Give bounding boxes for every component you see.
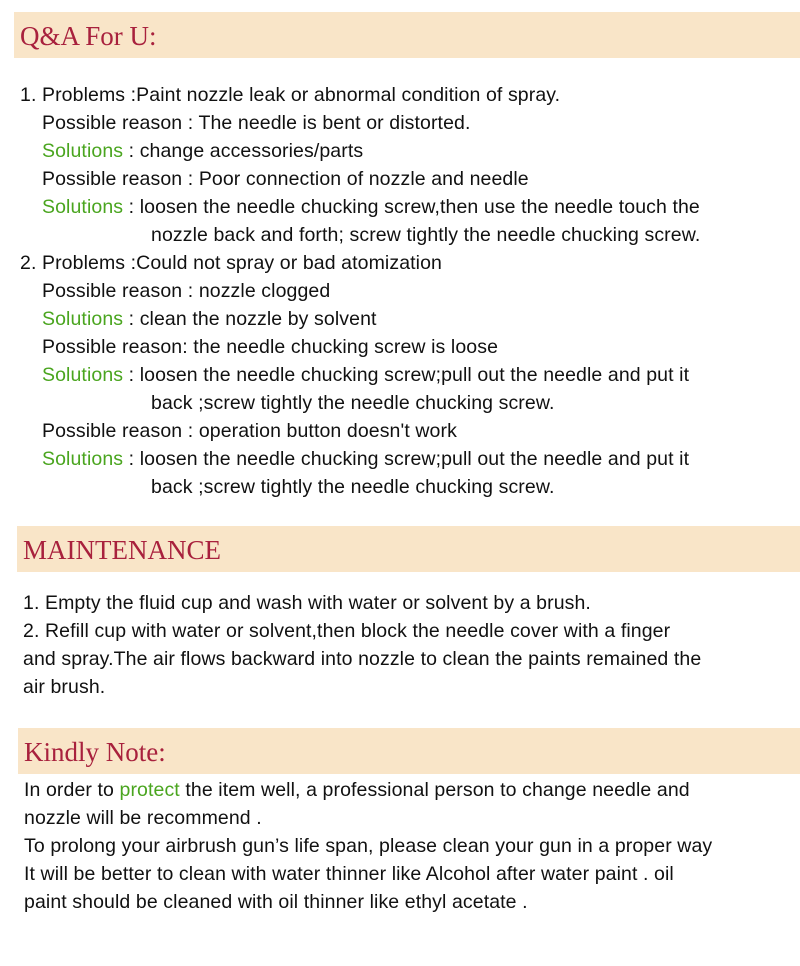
problem1-reason1: [42, 109, 470, 137]
note-line: paint should be cleaned with oil thinner like ethyl acetate .: [24, 891, 528, 913]
note-line: nozzle will be recommend .: [24, 807, 262, 829]
solutions-label: Solutions: [42, 196, 124, 218]
protect-highlight: protect: [119, 779, 180, 801]
solutions-sep: :: [123, 308, 140, 330]
solutions-label: Solutions: [42, 140, 124, 162]
possible-reason-label: Possible reason :: [42, 168, 199, 190]
note-line: It will be better to clean with water thinner like Alcohol after water paint . oil: [24, 863, 674, 885]
reason-text: The needle is bent or distorted.: [198, 112, 471, 134]
possible-reason-label: Possible reason :: [42, 280, 199, 302]
qa-heading: Q&A For U:: [14, 12, 800, 58]
maintenance-line: 1. Empty the fluid cup and wash with water or solvent by a brush.: [23, 592, 591, 614]
maintenance-line: and spray.The air flows backward into nozzle to clean the paints remained the: [23, 648, 702, 670]
problem2-solution3: [42, 445, 689, 473]
solutions-sep: :: [123, 364, 140, 386]
note-text: In order to: [24, 779, 120, 801]
possible-reason-label: Possible reason :: [42, 112, 199, 134]
problem2-solution2-cont: back ;screw tightly the needle chucking screw.: [151, 392, 555, 414]
solutions-sep: :: [123, 448, 140, 470]
note-line-protect: [24, 776, 690, 804]
solution-text: change accessories/parts: [139, 140, 364, 162]
reason-text: nozzle clogged: [198, 280, 331, 302]
problem2-title: 2. Problems :Could not spray or bad atomization: [20, 252, 442, 274]
problem1-title: 1. Problems :Paint nozzle leak or abnormal condition of spray.: [20, 84, 561, 106]
problem2-reason2: [42, 333, 498, 361]
solutions-sep: :: [123, 196, 140, 218]
solutions-label: Solutions: [42, 364, 124, 386]
note-line: To prolong your airbrush gun’s life span, please clean your gun in a proper way: [24, 835, 713, 857]
solution-text: loosen the needle chucking screw,then use the needle touch the: [139, 196, 700, 218]
problem2-reason1: [42, 277, 330, 305]
problem2-solution2: [42, 361, 689, 389]
problem1-solution1: [42, 137, 363, 165]
reason-text: Poor connection of nozzle and needle: [198, 168, 529, 190]
possible-reason-label: Possible reason:: [42, 336, 194, 358]
reason-text: the needle chucking screw is loose: [193, 336, 499, 358]
maintenance-line: air brush.: [23, 676, 106, 698]
solutions-label: Solutions: [42, 448, 124, 470]
note-heading: Kindly Note:: [18, 728, 800, 774]
maintenance-heading: MAINTENANCE: [17, 526, 800, 572]
problem1-solution2: [42, 193, 700, 221]
problem2-reason3: [42, 417, 457, 445]
possible-reason-label: Possible reason :: [42, 420, 199, 442]
solutions-label: Solutions: [42, 308, 124, 330]
solution-text: loosen the needle chucking screw;pull out the needle and put it: [139, 448, 690, 470]
solution-text: loosen the needle chucking screw;pull out the needle and put it: [139, 364, 690, 386]
problem1-solution2-cont: nozzle back and forth; screw tightly the needle chucking screw.: [151, 224, 701, 246]
maintenance-line: 2. Refill cup with water or solvent,then block the needle cover with a finger: [23, 620, 671, 642]
problem2-solution1: [42, 305, 377, 333]
problem2-solution3-cont: back ;screw tightly the needle chucking screw.: [151, 476, 555, 498]
reason-text: operation button doesn't work: [198, 420, 457, 442]
problem1-reason2: [42, 165, 529, 193]
solutions-sep: :: [123, 140, 140, 162]
note-text: the item well, a professional person to change needle and: [179, 779, 690, 801]
solution-text: clean the nozzle by solvent: [139, 308, 377, 330]
